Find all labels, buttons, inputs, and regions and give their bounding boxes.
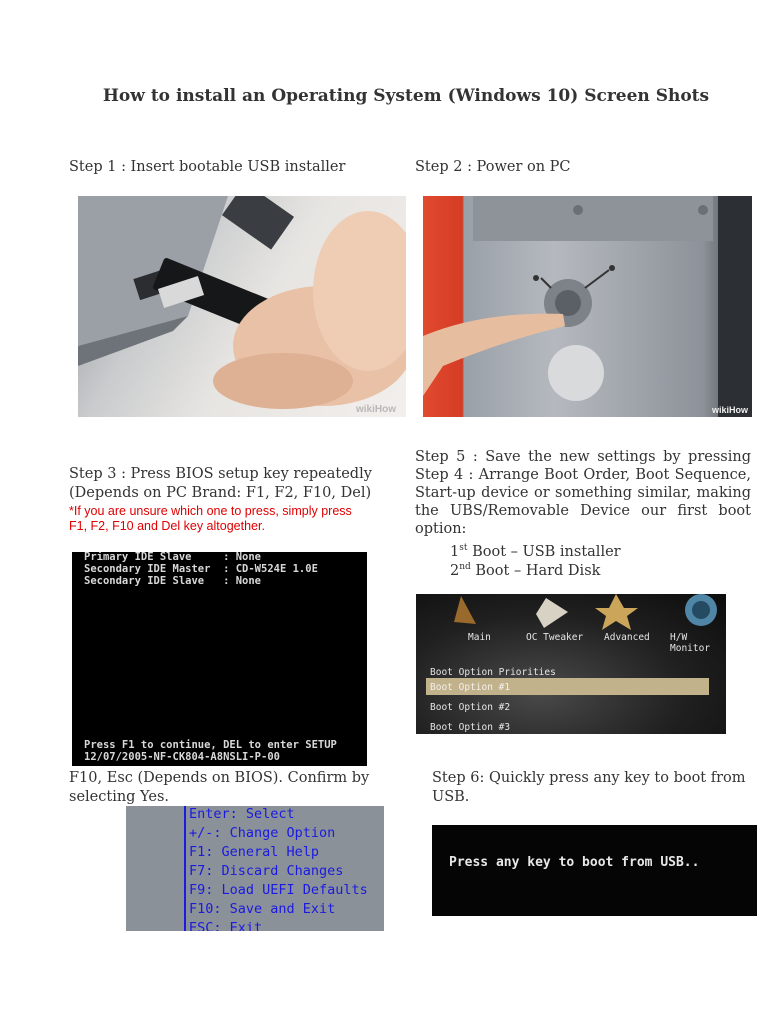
uefi-boot-menu [416, 594, 726, 734]
bios-key-legend [126, 806, 384, 931]
pc-tower-illustration [423, 196, 752, 417]
bios-footer: 12/07/2005-NF-CK804-A8NSLI-P-00 [84, 751, 280, 763]
step4-line3: the UBS/Removable Device our first boot [415, 503, 751, 519]
step5-line2: selecting Yes. [69, 789, 169, 805]
key-legend-item: F1: General Help [189, 844, 320, 860]
step5-line1: F10, Esc (Depends on BIOS). Confirm by [69, 770, 370, 786]
step1-label: Step 1 : Insert bootable USB installer [69, 159, 346, 175]
legend-divider [184, 806, 186, 931]
key-legend-item: +/-: Change Option [189, 825, 336, 841]
boot-order-text: Boot – USB installer [467, 543, 621, 560]
step4-line2: Start-up device or something similar, making [415, 485, 751, 501]
key-legend-item: F9: Load UEFI Defaults [189, 882, 368, 898]
key-legend-item: ESC: Exit [189, 920, 263, 931]
uefi-tab-hw-monitor[interactable]: H/W Monitor [670, 632, 711, 654]
boot-order-num: 2 [450, 562, 460, 579]
step2-label: Step 2 : Power on PC [415, 159, 571, 175]
bios-line: Primary IDE Slave : None [84, 552, 262, 563]
usb-insert-photo [78, 196, 406, 417]
step4-line4: option: [415, 521, 467, 537]
boot-priorities-heading: Boot Option Priorities [430, 667, 556, 678]
uefi-tab-icons [416, 594, 726, 634]
step3-line1: Step 3 : Press BIOS setup key repeatedly [69, 466, 372, 482]
step6-line2: USB. [432, 789, 470, 805]
page-title: How to install an Operating System (Windows 10) Screen Shots [102, 86, 710, 106]
bios-line: Secondary IDE Slave : None [84, 575, 262, 587]
photo-watermark: wikiHow [711, 405, 748, 415]
key-legend-item: F10: Save and Exit [189, 901, 336, 917]
step3-note-line1: *If you are unsure which one to press, simply press [69, 504, 352, 518]
boot-option-1[interactable]: Boot Option #1 [430, 682, 511, 693]
boot-option-2[interactable]: Boot Option #2 [430, 702, 511, 713]
uefi-tab-oc-tweaker[interactable]: OC Tweaker [526, 632, 584, 643]
boot-order-num: 1 [450, 543, 460, 560]
bios-footer: Press F1 to continue, DEL to enter SETUP [84, 739, 337, 751]
bios-post-screen [72, 552, 367, 766]
uefi-tab-main[interactable]: Main [468, 632, 491, 643]
key-legend-item: Enter: Select [189, 806, 295, 822]
boot-order-sup: st [459, 543, 468, 553]
boot-from-usb-screen [432, 825, 757, 916]
boot-option-3[interactable]: Boot Option #3 [430, 722, 511, 733]
boot-order-sup: nd [459, 562, 471, 572]
uefi-tab-advanced[interactable]: Advanced [604, 632, 650, 643]
power-button-photo [423, 196, 752, 417]
step3-line2: (Depends on PC Brand: F1, F2, F10, Del) [69, 485, 372, 501]
step5-label: Step 5 : Save the new settings by pressing [415, 449, 751, 465]
usb-drive-illustration [78, 196, 406, 417]
photo-watermark: wikiHow [355, 404, 396, 415]
key-legend-item: F7: Discard Changes [189, 863, 344, 879]
bios-line: Secondary IDE Master : CD-W524E 1.0E [84, 563, 318, 575]
boot-order-item-2 [450, 558, 600, 580]
step6-line1: Step 6: Quickly press any key to boot from [432, 770, 746, 786]
boot-usb-message: Press any key to boot from USB.. [449, 855, 700, 870]
boot-order-text: Boot – Hard Disk [470, 562, 601, 579]
step3-note-line2: F1, F2, F10 and Del key altogether. [69, 519, 265, 533]
step4-line1: Step 4 : Arrange Boot Order, Boot Sequence, [415, 467, 751, 483]
